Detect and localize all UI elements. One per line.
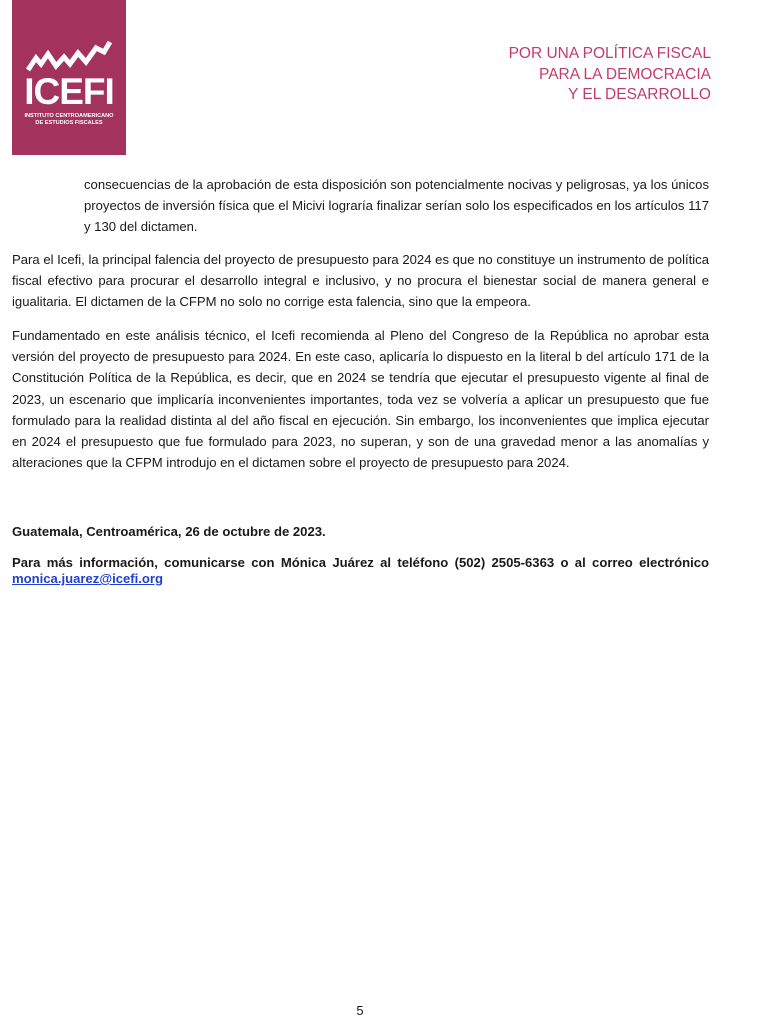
logo-subtitle-line2: DE ESTUDIOS FISCALES: [35, 120, 103, 126]
tagline-line1: POR UNA POLÍTICA FISCAL: [508, 45, 711, 62]
paragraph-recommendation: Fundamentado en este análisis técnico, el Icefi recomienda al Pleno del Congreso de la República no aprobar esta versión del proyecto de presupuesto para 2024. En este caso, aplicaría lo dispuesto en la literal b del artículo 171 de la Constitución Política de la República, es decir, que en 2024 se tendría que ejecutar el presupuesto vigente al final de 2023, un escenario que implicaría inconvenientes importantes, toda vez se volvería a aplicar un presupuesto que fue formulado para la realidad distinta al del año fiscal en ejecución. Sin embargo, los inconvenientes que implica ejecutar en 2024 el presupuesto que fue formulado para 2023, no superan, y son de una gravedad menor a las anomalías y alteraciones que la CFPM introdujo en el dictamen sobre el proyecto de presupuesto para 2024.: [12, 328, 709, 471]
contact-text: Para más información, comunicarse con Mónica Juárez al teléfono (502) 2505-6363 o al correo electrónico: [12, 555, 709, 570]
paragraph-continuation: consecuencias de la aprobación de esta disposición son potencialmente nocivas y peligrosas, ya los únicos proyectos de inversión física que el Micivi lograría finalizar serían solo los especificados en los artículos 117 y 130 del dictamen.: [84, 177, 709, 235]
header-tagline: [509, 44, 711, 106]
logo-title: ICEFI: [24, 71, 114, 112]
trend-line-icon: [26, 40, 112, 74]
icefi-logo: [12, 0, 126, 155]
email-link[interactable]: monica.juarez@icefi.org: [12, 571, 164, 586]
contact-info: [12, 555, 709, 587]
page-number: 5: [356, 1003, 364, 1018]
date-line: Guatemala, Centroamérica, 26 de octubre de 2023.: [12, 524, 326, 539]
logo-subtitle: [12, 113, 126, 127]
tagline-line3: Y EL DESARROLLO: [567, 86, 711, 103]
paragraph-main-weakness: Para el Icefi, la principal falencia del proyecto de presupuesto para 2024 es que no constituye un instrumento de política fiscal efectivo para procurar el desarrollo integral e inclusivo, y no procura el bienestar social de manera general e igualitaria. El dictamen de la CFPM no solo no corrige esta falencia, sino que la empeora.: [12, 252, 709, 310]
tagline-line2: PARA LA DEMOCRACIA: [539, 65, 711, 83]
logo-subtitle-line1: INSTITUTO CENTROAMERICANO: [24, 113, 114, 119]
